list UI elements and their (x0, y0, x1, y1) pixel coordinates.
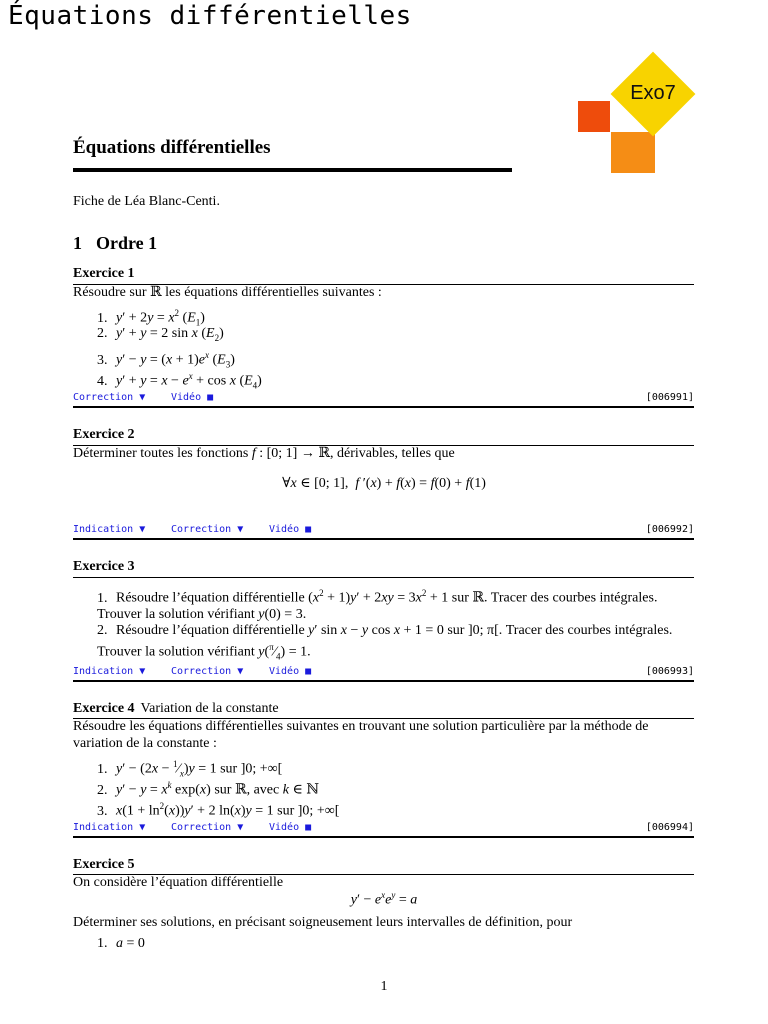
list-item: 4. $y' + y = x - e^x + \cos x$ $(E_4)$ (97, 371, 262, 391)
list-item: 1. a = 0 (97, 936, 145, 951)
correction-link[interactable]: Correction ▼ (171, 822, 244, 833)
video-link[interactable]: Vidéo ■ (171, 392, 214, 403)
exercise-1-end-rule (73, 406, 694, 408)
logo-orange-square (578, 101, 610, 132)
exercise-5-formula: $y' - e^xe^y = a$ (350, 890, 418, 908)
exercise-5-heading: Exercice 5 (73, 857, 135, 872)
document-title: Équations différentielles (8, 1, 412, 31)
exercise-code: [006991] (645, 392, 694, 403)
title-rule (73, 168, 512, 172)
list-item: 1. $y' + 2y = x^2$ $(E_1)$ (97, 308, 205, 328)
indication-link[interactable]: Indication ▼ (73, 822, 146, 833)
indication-link[interactable]: Indication ▼ (73, 524, 146, 535)
correction-link[interactable]: Correction ▼ (171, 524, 244, 535)
exercise-2-text: Déterminer toutes les fonctions f : [0; 1] → ℝ, dérivables, telles que (73, 446, 455, 461)
list-item: 1. Résoudre l’équation différentielle $(x^2 + 1)y' + 2xy = 3x^2 + 1$ sur ℝ. Tracer des courbes intégrales. Trouver la solution vérifiant y(0) = 3. (97, 588, 658, 622)
list-item: 3. $x(1 + \ln^2(x))y' + 2$ ln(x)y = 1 sur ]0; +∞[ (97, 801, 340, 819)
section-title: Ordre 1 (96, 233, 158, 253)
exercise-3-end-rule (73, 680, 694, 682)
list-item: 2. $y' - y = x^k$ exp(x) sur ℝ, avec k ∈ ℕ (97, 780, 320, 798)
exercise-5-intro: On considère l’équation différentielle (73, 875, 284, 890)
correction-link[interactable]: Correction ▼ (73, 392, 146, 403)
exercise-2-formula: ∀x ∈ [0; 1], f ′(x) + f(x) = f(0) + f(1) (282, 476, 486, 491)
exercise-2-heading: Exercice 2 (73, 427, 135, 442)
exercise-code: [006994] (645, 822, 694, 833)
exercise-4-end-rule (73, 836, 694, 838)
exercise-3-rule (73, 577, 694, 578)
exercise-4-subtitle: Variation de la constante (140, 701, 279, 716)
section-number: 1 (73, 233, 82, 253)
exercise-1-intro: Résoudre sur ℝ les équations différentielles suivantes : (73, 285, 382, 300)
video-link[interactable]: Vidéo ■ (269, 822, 312, 833)
logo-light-orange-square (611, 132, 655, 173)
exercise-code: [006993] (645, 666, 694, 677)
exercise-4-intro: Résoudre les équations différentielles suivantes en trouvant une solution particulière par la méthode de variation de la constante : (73, 719, 649, 751)
exercise-5-text: Déterminer ses solutions, en précisant soigneusement leurs intervalles de définition, pour (73, 915, 573, 930)
page-number: 1 (380, 979, 388, 994)
list-item: 1. $y' - (2x - ^1⁄_x)y = 1$ sur ]0; +∞[ (97, 759, 283, 779)
page-title: Équations différentielles (73, 137, 271, 158)
list-item: 2. Résoudre l’équation différentielle y′ sin x − y cos x + 1 = 0 sur ]0; π[. Tracer des courbes intégrales. Trouver la solution vérifiant $y(^\pi⁄_4) = 1$. (97, 623, 673, 662)
correction-link[interactable]: Correction ▼ (171, 666, 244, 677)
exercise-code: [006992] (645, 524, 694, 535)
author-line: Fiche de Léa Blanc-Centi. (73, 194, 220, 209)
indication-link[interactable]: Indication ▼ (73, 666, 146, 677)
exercise-4-heading: Exercice 4 Variation de la constante (73, 701, 279, 716)
logo-text: Exo7 (630, 82, 676, 104)
list-item: 3. $y' - y = (x + 1)e^x$ $(E_3)$ (97, 350, 235, 370)
video-link[interactable]: Vidéo ■ (269, 666, 312, 677)
exercise-1-heading: Exercice 1 (73, 266, 135, 281)
section-heading (73, 233, 157, 254)
exercise-3-heading: Exercice 3 (73, 559, 135, 574)
video-link[interactable]: Vidéo ■ (269, 524, 312, 535)
exercise-2-end-rule (73, 538, 694, 540)
list-item: 2. y′ + y = 2 sin x $(E_2)$ (97, 326, 224, 343)
